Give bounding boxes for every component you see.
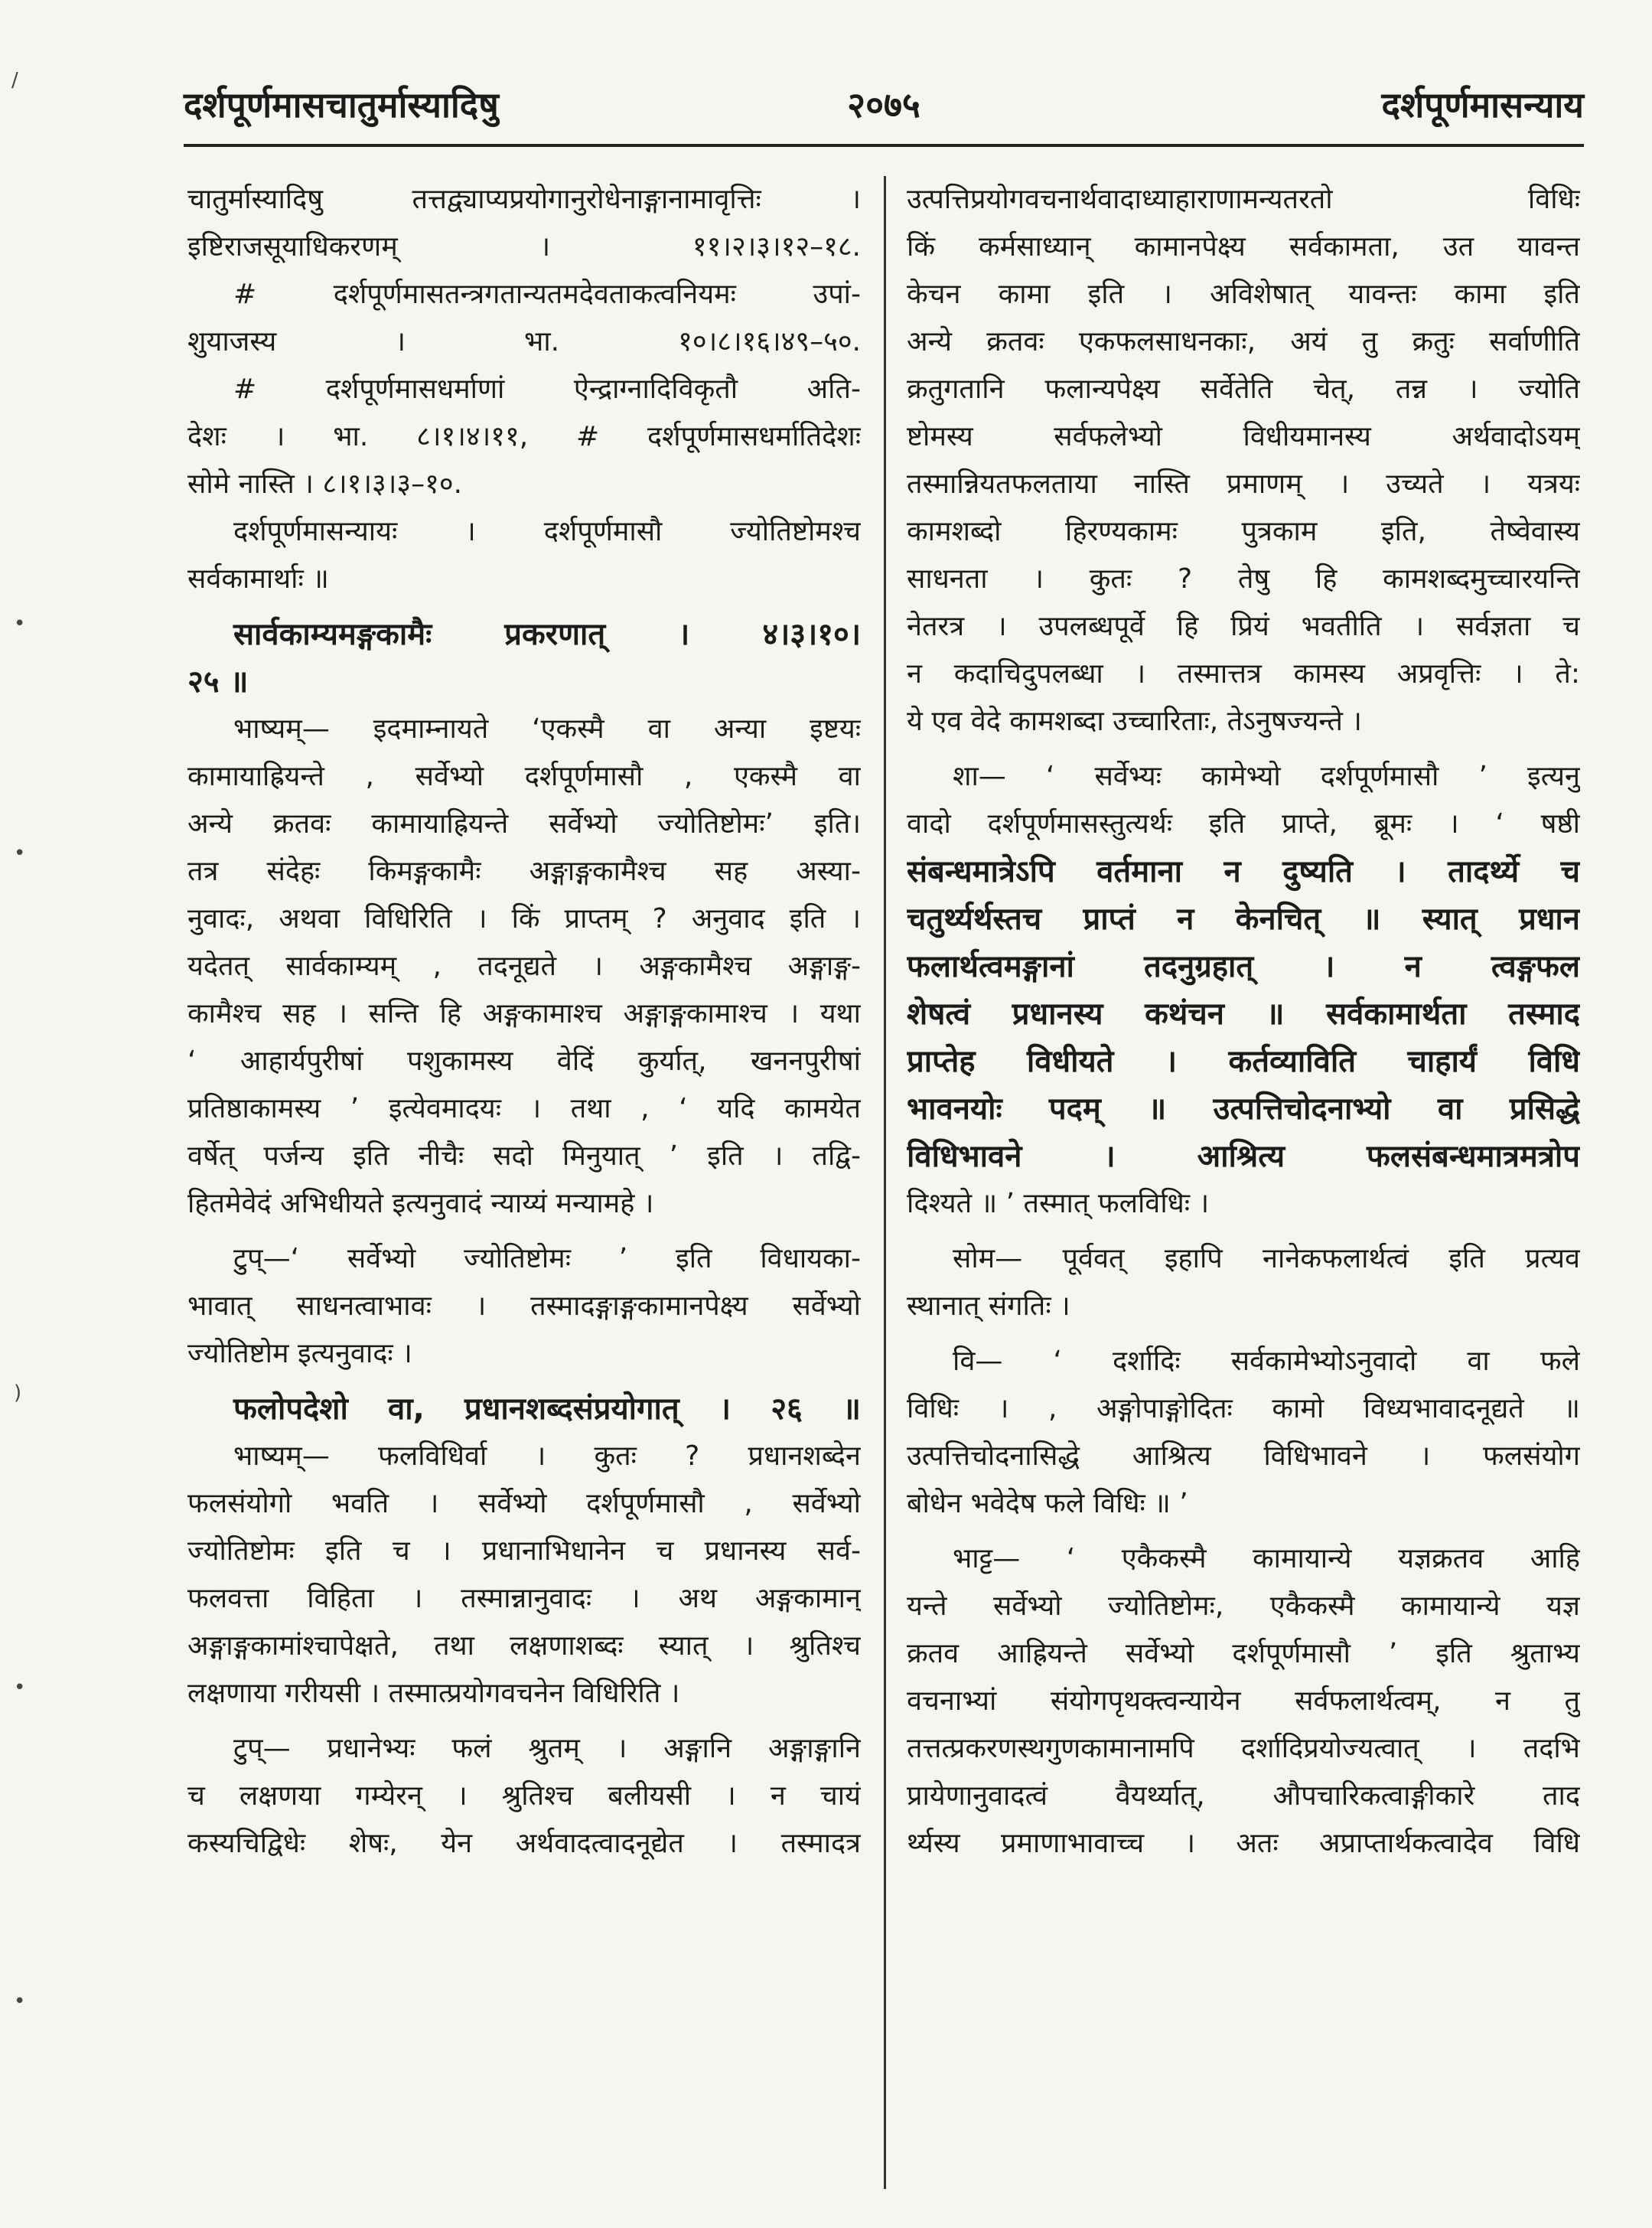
text-line: वादो दर्शपूर्णमासस्तुत्यर्थः इति प्राप्ते, ब्रूमः । ‘ षष्ठी	[907, 808, 1580, 840]
text-line: सोमे नास्ति । ८।१।३।३–१०.	[187, 468, 463, 500]
text-line: शुयाजस्य । भा. १०।८।१६।४९–५०.	[187, 326, 861, 357]
header-right-title: दर्शपूर्णमासन्याय	[1381, 84, 1584, 126]
text-line: केचन कामा इति । अविशेषात् यावन्तः कामा इति	[907, 279, 1580, 310]
text-line: उत्पत्तिप्रयोगवचनार्थवादाध्याहाराणामन्यतरतो विधिः	[907, 184, 1580, 215]
text-line: च लक्षणया गम्येरन् । श्रुतिश्च बलीयसी । न चायं	[187, 1780, 861, 1812]
text-line: इष्टिराजसूयाधिकरणम् । ११।२।३।१२–१८.	[187, 231, 861, 263]
text-line: शा— ‘ सर्वेभ्यः कामेभ्यो दर्शपूर्णमासौ ’ इत्यनु	[953, 761, 1580, 792]
text-line: अन्ये क्रतवः कामायाह्रियन्ते सर्वेभ्यो ज्योतिष्टोमः’ इति।	[187, 808, 861, 840]
verse-line: शेषत्वं प्रधानस्य कथंचन ॥ सर्वकामार्थता तस्माद	[907, 997, 1580, 1032]
text-line: ज्योतिष्टोमः इति च । प्रधानाभिधानेन च प्रधानस्य सर्व-	[187, 1535, 861, 1567]
text-line: कामायाह्रियन्ते , सर्वेभ्यो दर्शपूर्णमासौ , एकस्मै वा	[187, 761, 861, 792]
text-line: तत्र संदेहः किमङ्गकामैः अङ्गाङ्गकामैश्च सह अस्या-	[187, 856, 861, 887]
margin-mark: •	[14, 1990, 26, 2013]
text-line: हितमेवेदं अभिधीयते इत्यनुवादं न्याय्यं मन्यामहे ।	[187, 1188, 654, 1219]
text-line: भावात् साधनत्वाभावः । तस्मादङ्गाङ्गकामानपेक्ष्य सर्वेभ्यो	[187, 1290, 861, 1322]
text-line: दर्शपूर्णमासन्यायः । दर्शपूर्णमासौ ज्योतिष्टोमश्च	[233, 516, 861, 547]
running-header	[184, 73, 1584, 142]
text-line: साधनता । कुतः ? तेषु हि कामशब्दमुच्चारयन्ति	[907, 563, 1580, 595]
margin-mark: )	[14, 1381, 22, 1404]
text-line: दिश्यते ॥ ’ तस्मात् फलविधिः ।	[907, 1188, 1210, 1219]
margin-mark: •	[14, 842, 26, 865]
text-line: लक्षणाया गरीयसी । तस्मात्प्रयोगवचनेन विधिरिति ।	[187, 1678, 680, 1709]
text-line: स्थानात् संगतिः ।	[907, 1290, 1070, 1322]
text-line: प्रायेणानुवादत्वं वैयर्थ्यात्, औपचारिकत्वाङ्गीकारे ताद	[907, 1780, 1580, 1812]
text-line: उत्पत्तिचोदनासिद्धे आश्रित्य विधिभावने । फलसंयोग	[907, 1440, 1580, 1472]
text-line: न कदाचिदुपलब्धा । तस्मात्तत्र कामस्य अप्रवृत्तिः । ते:	[907, 658, 1580, 690]
text-line: ये एव वेदे कामशब्दा उच्चारिताः, तेऽनुषज्यन्ते ।	[907, 706, 1362, 737]
margin-mark: •	[14, 612, 26, 635]
text-line: कामैश्च सह । सन्ति हि अङ्गकामाश्च अङ्गाङ्गकामाश्च । यथा	[187, 998, 861, 1029]
text-line: क्रतुगतानि फलान्यपेक्ष्य सर्वेतेति चेत्, तन्न । ज्योति	[907, 374, 1580, 405]
text-line: भाष्यम्— फलविधिर्वा । कुतः ? प्रधानशब्देन	[233, 1440, 861, 1472]
right-column	[907, 176, 1580, 2197]
sutra-heading: फलोपदेशो वा, प्रधानशब्दसंप्रयोगात् । २६ ॥	[233, 1391, 861, 1427]
text-line: # दर्शपूर्णमासतन्त्रगतान्यतमदेवताकत्वनियमः उपां-	[233, 279, 861, 310]
header-left-title: दर्शपूर्णमासचातुर्मास्यादिषु	[184, 84, 499, 126]
text-line: नेतरत्र । उपलब्धपूर्वे हि प्रियं भवतीति । सर्वज्ञता च	[907, 611, 1580, 642]
sutra-heading: सार्वकाम्यमङ्गकामैः प्रकरणात् । ४।३।१०।	[233, 617, 861, 652]
text-line: कस्यचिद्विधेः शेषः, येन अर्थवादत्वादनूद्येत । तस्मादत्र	[187, 1828, 861, 1859]
verse-line: विधिभावने । आश्रित्य फलसंबन्धमात्रमत्रोप	[907, 1139, 1580, 1174]
sutra-heading: २५ ॥	[187, 664, 249, 700]
verse-line: फलार्थत्वमङ्गानां तदनुग्रहात् । न त्वङ्गफल	[907, 949, 1580, 984]
margin-mark: /	[11, 69, 18, 92]
text-line: वर्षेत् पर्जन्य इति नीचैः सदो मिनुयात् ’ इति । तद्वि-	[187, 1140, 861, 1172]
text-line: भाट्ट— ‘ एकैकस्मै कामायान्ये यज्ञक्रतव आहि	[953, 1543, 1580, 1574]
verse-line: भावनयोः पदम् ॥ उत्पत्तिचोदनाभ्यो वा प्रसिद्धे	[907, 1091, 1580, 1127]
text-line: ‘ आहार्यपुरीषां पशुकामस्य वेदिं कुर्यात्, खननपुरीषां	[187, 1045, 861, 1077]
text-line: # दर्शपूर्णमासधर्माणां ऐन्द्राग्नादिविकृतौ अति-	[233, 374, 861, 405]
verse-line: संबन्धमात्रेऽपि वर्तमाना न दुष्यति । तादर्थ्ये च	[907, 854, 1580, 889]
text-line: क्रतव आह्रियन्ते सर्वेभ्यो दर्शपूर्णमासौ ’ इति श्रुताभ्य	[907, 1638, 1580, 1669]
text-line: र्थ्यस्य प्रमाणाभावाच्च । अतः अप्राप्तार्थकत्वादेव विधि	[907, 1828, 1580, 1859]
text-line: विधिः । , अङ्गोपाङ्गोदितः कामो विध्यभावादनूद्यते ॥	[907, 1393, 1580, 1424]
text-line: सर्वकामार्थाः ॥	[187, 563, 329, 595]
text-line: यदेतत् सार्वकाम्यम् , तदनूद्यते । अङ्गकामैश्च अङ्गाङ्ग-	[187, 951, 861, 982]
text-line: यन्ते सर्वेभ्यो ज्योतिष्टोमः, एकैकस्मै कामायान्ये यज्ञ	[907, 1590, 1580, 1622]
text-line: भाष्यम्— इदमाम्नायते ‘एकस्मै वा अन्या इष्टयः	[233, 713, 861, 745]
left-column	[187, 176, 861, 2197]
text-line: अन्ये क्रतवः एकफलसाधनकाः, अयं तु क्रतुः सर्वाणीति	[907, 326, 1580, 357]
verse-line: चतुर्थ्यर्थस्तच प्राप्तं न केनचित् ॥ स्यात् प्रधान	[907, 902, 1580, 937]
text-line: फलवत्ता विहिता । तस्मान्नानुवादः । अथ अङ्गकामान्	[187, 1583, 861, 1614]
text-line: सोम— पूर्ववत् इहापि नानेकफलार्थत्वं इति प्रत्यव	[953, 1243, 1580, 1274]
text-line: प्रतिष्ठाकामस्य ’ इत्येवमादयः । तथा , ‘ यदि कामयेत	[187, 1093, 861, 1124]
text-line: ष्टोमस्य सर्वफलेभ्यो विधीयमानस्य अर्थवादोऽयम्	[907, 421, 1580, 452]
text-line: फलसंयोगो भवति । सर्वेभ्यो दर्शपूर्णमासौ , सर्वेभ्यो	[187, 1488, 861, 1519]
text-line: बोधेन भवेदेष फले विधिः ॥ ’	[907, 1488, 1188, 1519]
text-line: अङ्गाङ्गकामांश्चापेक्षते, तथा लक्षणाशब्दः स्यात् । श्रुतिश्च	[187, 1630, 861, 1662]
text-line: देशः । भा. ८।१।४।११, # दर्शपूर्णमासधर्मातिदेशः	[187, 421, 861, 452]
text-line: किं कर्मसाध्यान् कामानपेक्ष्य सर्वकामता, उत यावन्त	[907, 231, 1580, 263]
text-line: वि— ‘ दर्शादिः सर्वकामेभ्योऽनुवादो वा फले	[953, 1346, 1580, 1377]
verse-line: प्राप्तेह विधीयते । कर्तव्याविति चाहार्यं विधि	[907, 1044, 1580, 1079]
text-line: नुवादः, अथवा विधिरिति । किं प्राप्तम् ? अनुवाद इति ।	[187, 903, 861, 935]
text-line: टुप्—‘ सर्वेभ्यो ज्योतिष्टोमः ’ इति विधायका-	[233, 1243, 861, 1274]
page-number: २०७५	[847, 84, 920, 126]
text-line: टुप्— प्रधानेभ्यः फलं श्रुतम् । अङ्गानि अङ्गाङ्गानि	[233, 1733, 861, 1764]
text-line: तस्मान्नियतफलताया नास्ति प्रमाणम् । उच्यते । यत्रयः	[907, 468, 1580, 500]
header-rule	[184, 144, 1584, 147]
text-line: वचनाभ्यां संयोगपृथक्त्वन्यायेन सर्वफलार्थत्वम्, न तु	[907, 1685, 1580, 1717]
text-line: चातुर्मास्यादिषु तत्तद्व्याप्यप्रयोगानुरोधेनाङ्गानामावृत्तिः ।	[187, 184, 861, 215]
column-divider	[884, 176, 886, 2189]
margin-mark: •	[14, 1676, 26, 1699]
text-line: ज्योतिष्टोम इत्यनुवादः ।	[187, 1338, 412, 1369]
text-line: कामशब्दो हिरण्यकामः पुत्रकाम इति, तेष्वेवास्य	[907, 516, 1580, 547]
text-line: तत्तत्प्रकरणस्थगुणकामानामपि दर्शादिप्रयोज्यत्वात् । तदभि	[907, 1733, 1580, 1764]
